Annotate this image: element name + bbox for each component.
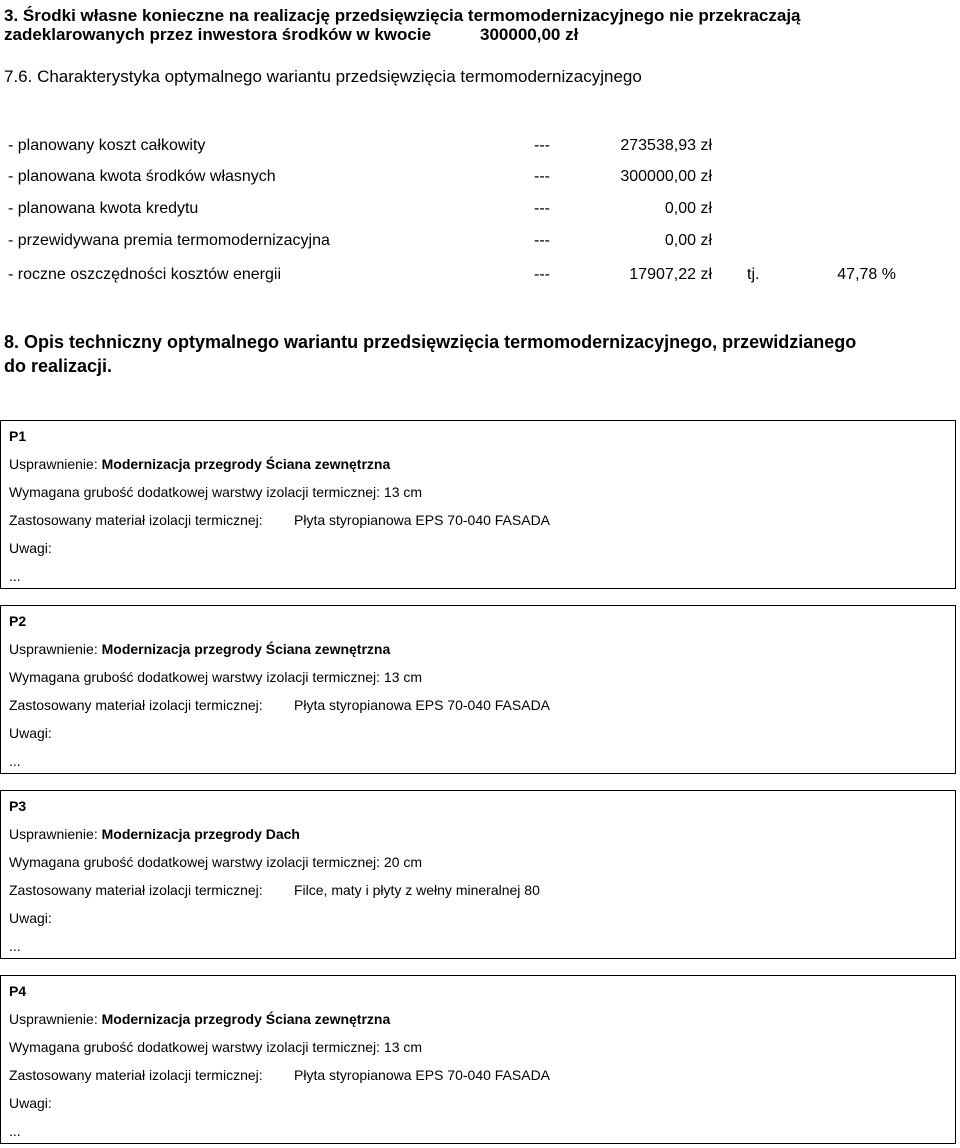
thickness-value: 20 cm [383, 854, 423, 870]
row-value: 0,00 zł [664, 200, 712, 217]
row-dash: --- [534, 200, 550, 217]
thickness-label: Wymagana grubość dodatkowej warstwy izolacji termicznej: [9, 1039, 381, 1055]
improvement-value: Modernizacja przegrody Ściana zewnętrzna [101, 641, 391, 657]
row-label: - roczne oszczędności kosztów energii [8, 266, 282, 283]
improvement-line [9, 1011, 390, 1027]
section-8-heading-line-1: 8. Opis techniczny optymalnego wariantu przedsięwzięcia termomodernizacyjnego, przewidzianego [4, 332, 857, 352]
material-line [9, 882, 949, 898]
improvement-label: Usprawnienie: [9, 641, 98, 657]
row-label: - planowana kwota kredytu [8, 200, 199, 217]
section-8-heading-line-2: do realizacji. [4, 356, 113, 376]
thickness-label: Wymagana grubość dodatkowej warstwy izolacji termicznej: [9, 854, 381, 870]
thickness-line [9, 1039, 422, 1055]
remarks-label: Uwagi: [9, 1095, 52, 1111]
thickness-value: 13 cm [383, 484, 423, 500]
thickness-line [9, 484, 422, 500]
thickness-line [9, 854, 422, 870]
row-percent: 47,78 % [837, 266, 896, 283]
improvement-box-p1 [0, 420, 956, 589]
row-label: - przewidywana premia termomodernizacyjna [8, 232, 330, 249]
row-dash: --- [534, 168, 550, 185]
remarks-label: Uwagi: [9, 910, 52, 926]
improvement-value: Modernizacja przegrody Ściana zewnętrzna [101, 1011, 391, 1027]
material-value: Filce, maty i płyty z wełny mineralnej 80 [294, 882, 540, 898]
item-code: P4 [9, 983, 27, 999]
row-value: 273538,93 zł [620, 137, 712, 154]
remarks-value: ... [9, 753, 21, 769]
material-label: Zastosowany materiał izolacji termicznej: [9, 512, 263, 528]
improvement-line [9, 641, 390, 657]
material-value: Płyta styropianowa EPS 70-040 FASADA [294, 1067, 551, 1083]
remarks-value: ... [9, 1123, 21, 1139]
improvement-line [9, 456, 390, 472]
improvement-box-p2 [0, 605, 956, 774]
section-3-text: zadeklarowanych przez inwestora środków w kwocie [4, 25, 432, 44]
item-code: P1 [9, 428, 27, 444]
thickness-line [9, 669, 422, 685]
thickness-value: 13 cm [383, 669, 423, 685]
remarks-value: ... [9, 938, 21, 954]
thickness-label: Wymagana grubość dodatkowej warstwy izolacji termicznej: [9, 669, 381, 685]
row-dash: --- [534, 232, 550, 249]
row-value: 300000,00 zł [620, 168, 712, 185]
improvement-value: Modernizacja przegrody Dach [101, 826, 300, 842]
improvement-label: Usprawnienie: [9, 456, 98, 472]
material-label: Zastosowany materiał izolacji termicznej: [9, 697, 263, 713]
row-label: - planowany koszt całkowity [8, 137, 206, 154]
section-76-heading: 7.6. Charakterystyka optymalnego wariantu przedsięwzięcia termomodernizacyjnego [4, 67, 642, 86]
row-value: 0,00 zł [664, 232, 712, 249]
thickness-label: Wymagana grubość dodatkowej warstwy izolacji termicznej: [9, 484, 381, 500]
item-code: P2 [9, 613, 27, 629]
material-value: Płyta styropianowa EPS 70-040 FASADA [294, 512, 551, 528]
row-dash: --- [534, 137, 550, 154]
improvement-value: Modernizacja przegrody Ściana zewnętrzna [101, 456, 391, 472]
thickness-value: 13 cm [383, 1039, 423, 1055]
improvement-box-p4 [0, 975, 956, 1144]
section-3-line-1: 3. Środki własne konieczne na realizację przedsięwzięcia termomodernizacyjnego nie przekraczają [4, 6, 801, 25]
improvement-box-p3 [0, 790, 956, 959]
improvement-line [9, 826, 300, 842]
row-label: - planowana kwota środków własnych [8, 168, 276, 185]
remarks-label: Uwagi: [9, 725, 52, 741]
remarks-value: ... [9, 568, 21, 584]
section-3-amount: 300000,00 zł [480, 25, 579, 44]
material-line [9, 1067, 949, 1083]
section-3-line-2 [4, 25, 431, 45]
material-label: Zastosowany materiał izolacji termicznej: [9, 1067, 263, 1083]
material-line [9, 697, 949, 713]
material-line [9, 512, 949, 528]
material-value: Płyta styropianowa EPS 70-040 FASADA [294, 697, 551, 713]
item-code: P3 [9, 798, 27, 814]
row-dash: --- [534, 266, 550, 283]
improvement-label: Usprawnienie: [9, 1011, 98, 1027]
row-tj: tj. [747, 266, 760, 283]
remarks-label: Uwagi: [9, 540, 52, 556]
row-value: 17907,22 zł [629, 266, 712, 283]
improvement-label: Usprawnienie: [9, 826, 98, 842]
material-label: Zastosowany materiał izolacji termicznej: [9, 882, 263, 898]
